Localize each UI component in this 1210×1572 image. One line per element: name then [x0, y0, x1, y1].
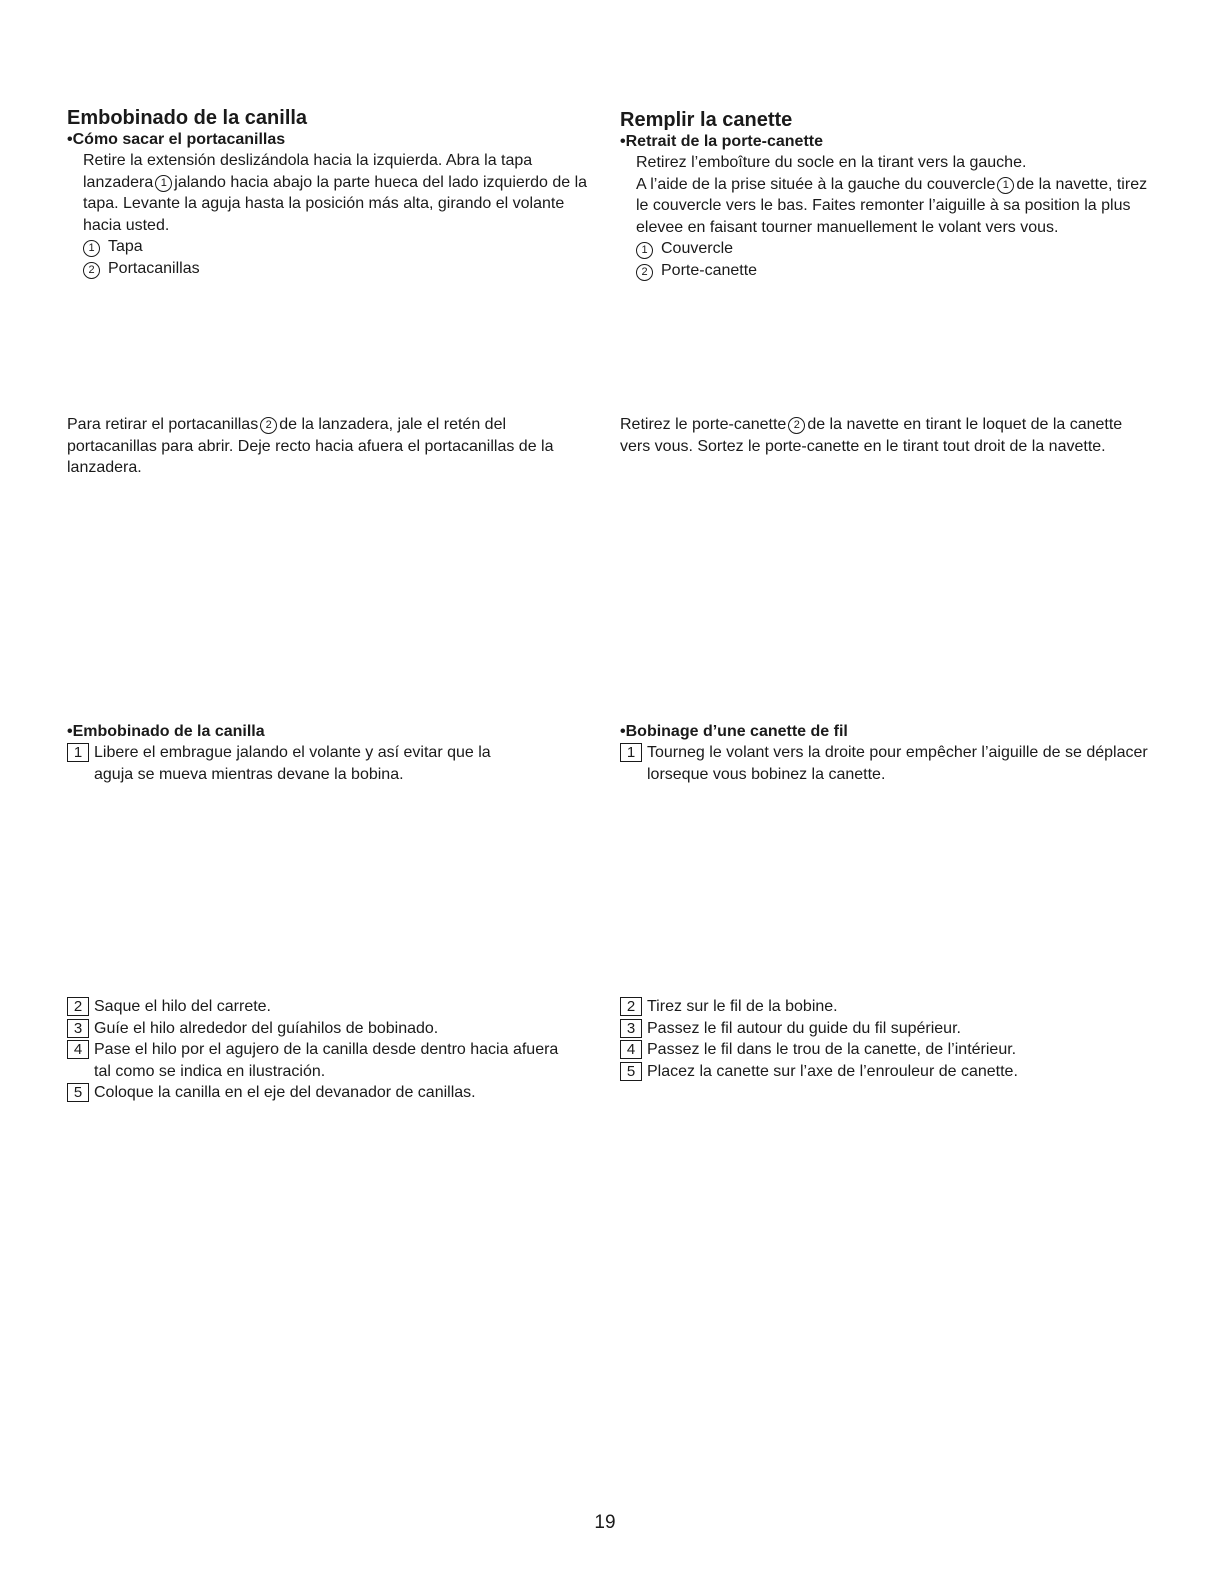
callout-1-icon: 1 — [636, 242, 653, 259]
es-step-text: Coloque la canilla en el eje del devanador de canillas. — [94, 1084, 476, 1101]
es-section-winding-steps — [67, 996, 597, 1104]
callout-2-icon: 2 — [260, 417, 277, 434]
fr-page-title: Remplir la canette — [620, 109, 793, 131]
callout-2-icon: 2 — [788, 417, 805, 434]
es-step-text: Pase el hilo por el agujero de la canilla desde dentro hacia afuera tal como se indica en ilustración. — [94, 1041, 559, 1080]
fr-step-text: Passez le fil autour du guide du fil supérieur. — [647, 1019, 961, 1037]
page-number: 19 — [594, 1512, 616, 1533]
fr-step-5 — [620, 1061, 1150, 1083]
callout-1-icon: 1 — [83, 240, 100, 257]
step-number-box: 1 — [620, 743, 642, 762]
fr-legend-item — [636, 260, 1150, 282]
fr-step-4 — [620, 1039, 1150, 1061]
fr-legend-label: Couvercle — [661, 240, 734, 257]
fr-step-1 — [620, 742, 1150, 785]
fr-instructions — [620, 152, 1150, 281]
es-step-5 — [67, 1082, 597, 1104]
fr-instruction-line: Retirez l’emboîture du socle en la tirant vers la gauche. — [636, 154, 1027, 171]
step-number-box: 2 — [620, 997, 642, 1016]
es-legend-item — [83, 258, 597, 280]
fr-legend-label: Porte-canette — [661, 261, 758, 279]
es-subheading-remove-bobbin-case: • Cómo sacar el portacanillas — [67, 130, 597, 150]
es-step-2 — [67, 996, 597, 1018]
step-number-box: 2 — [67, 997, 89, 1016]
es-instructions — [67, 150, 597, 279]
es-instruction-paragraph: Retire la extensión deslizándola hacia la izquierda. Abra la tapa lanzadera 1 jalando hacia abajo la parte hueca del lado izquierdo de la tapa. Levante la aguja hasta la posición más alta, girando el volante hacia usted. — [83, 152, 588, 234]
es-step-text: Saque el hilo del carrete. — [94, 998, 271, 1015]
es-step-text: Guíe el hilo alrededor del guíahilos de bobinado. — [94, 1019, 439, 1037]
es-legend-label: Portacanillas — [108, 259, 200, 277]
fr-section-winding-steps — [620, 996, 1150, 1082]
es-step-text: Libere el embrague jalando el volante y así evitar que la aguja se mueva mientras devane la bobina. — [94, 744, 491, 783]
es-step-4 — [67, 1039, 597, 1082]
callout-1-icon: 1 — [155, 175, 172, 192]
es-legend-label: Tapa — [108, 238, 143, 255]
fr-legend-item — [636, 238, 1150, 260]
es-paragraph-pull-case: Para retirar el portacanillas 2 de la lanzadera, jale el retén del portacanillas para abrir. Deje recto hacia afuera el portacanillas de la lanzadera. — [67, 416, 554, 476]
fr-subheading-winding: • Bobinage d’une canette de fil — [620, 722, 1150, 742]
callout-2-icon: 2 — [83, 262, 100, 279]
callout-1-icon: 1 — [997, 177, 1014, 194]
es-section-pull-bobbin-case — [67, 414, 597, 479]
fr-step-text: Tirez sur le fil de la bobine. — [647, 998, 838, 1015]
es-section-winding — [67, 722, 597, 785]
es-step-3 — [67, 1018, 597, 1040]
es-section-remove-bobbin-case — [67, 106, 597, 279]
fr-step-text: Passez le fil dans le trou de la canette, de l’intérieur. — [647, 1041, 1017, 1058]
fr-step-text: Tourneg le volant vers la droite pour empêcher l’aiguille de se déplacer lorseque vous bobinez la canette. — [647, 744, 1148, 783]
fr-subheading-remove-bobbin-case: • Retrait de la porte-canette — [620, 132, 1150, 152]
fr-paragraph-pull-case: Retirez le porte-canette 2 de la navette en tirant le loquet de la canette vers vous. Sortez le porte-canette en le tirant tout droit de la navette. — [620, 416, 1123, 455]
fr-step-2 — [620, 996, 1150, 1018]
fr-step-3 — [620, 1018, 1150, 1040]
step-number-box: 1 — [67, 743, 89, 762]
step-number-box: 3 — [67, 1019, 89, 1038]
fr-instruction-paragraph: A l’aide de la prise située à la gauche du couvercle 1 de la navette, tirez le couvercle vers le bas. Faites remonter l’aiguille à sa position la plus elevee en faisant tourner manuellement le volant vers vous. — [636, 175, 1148, 236]
step-number-box: 5 — [67, 1083, 89, 1102]
es-subheading-winding: • Embobinado de la canilla — [67, 722, 597, 742]
es-page-title: Embobinado de la canilla — [67, 107, 308, 129]
es-step-1 — [67, 742, 597, 785]
fr-section-pull-bobbin-case — [620, 414, 1150, 457]
fr-section-winding — [620, 722, 1150, 785]
callout-2-icon: 2 — [636, 264, 653, 281]
step-number-box: 3 — [620, 1019, 642, 1038]
step-number-box: 4 — [67, 1040, 89, 1059]
es-legend-item — [83, 236, 597, 258]
fr-section-remove-bobbin-case — [620, 108, 1150, 281]
step-number-box: 5 — [620, 1062, 642, 1081]
fr-step-text: Placez la canette sur l’axe de l’enrouleur de canette. — [647, 1062, 1018, 1080]
step-number-box: 4 — [620, 1040, 642, 1059]
